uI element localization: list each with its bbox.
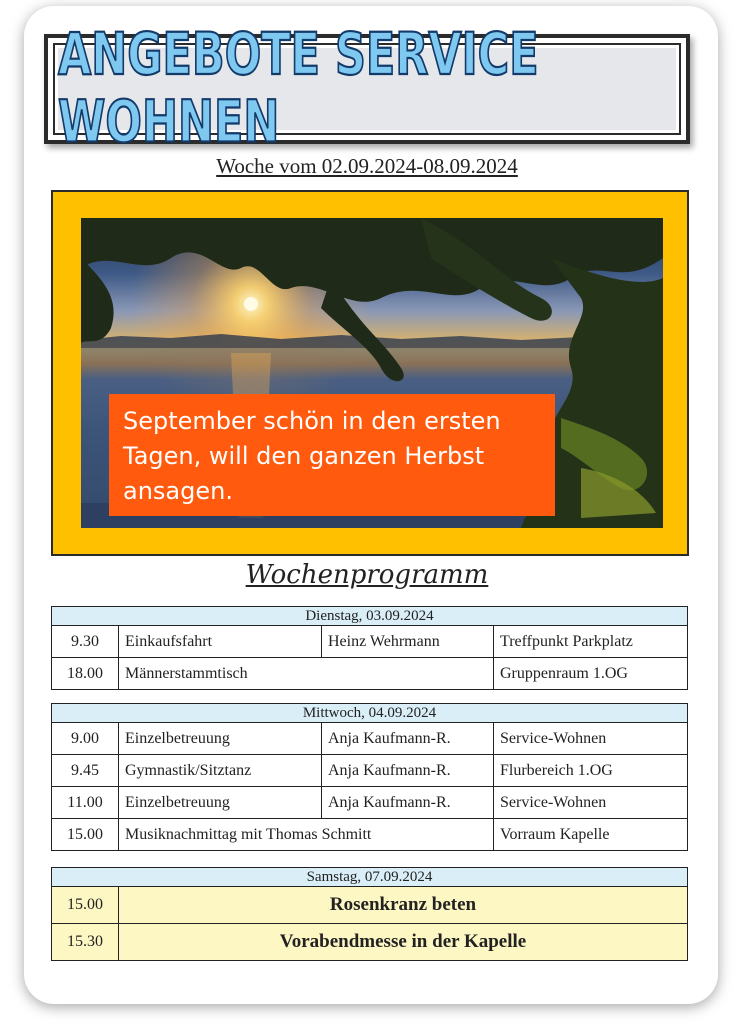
quote-text — [123, 404, 541, 509]
row-person: Heinz Wehrmann — [322, 626, 494, 658]
table-row — [52, 755, 688, 787]
row-activity: Vorabendmesse in der Kapelle — [119, 924, 688, 961]
row-place: Flurbereich 1.OG — [494, 755, 688, 787]
row-activity: Männerstammtisch — [119, 658, 494, 690]
table-row — [52, 723, 688, 755]
row-place: Service-Wohnen — [494, 787, 688, 819]
day-header-row — [52, 868, 688, 887]
day-date: Dienstag, 03.09.2024 — [52, 607, 688, 626]
quote-line-2: Tagen, will den ganzen Herbst — [123, 442, 485, 470]
table-row — [52, 924, 688, 961]
row-place: Treffpunkt Parkplatz — [494, 626, 688, 658]
row-time: 9.00 — [52, 723, 119, 755]
row-place: Vorraum Kapelle — [494, 819, 688, 851]
day-date: Samstag, 07.09.2024 — [52, 868, 688, 887]
title-panel — [58, 21, 676, 157]
quote-line-3: ansagen. — [123, 477, 233, 505]
day-table-tuesday — [51, 606, 688, 690]
sunset-lake-photo — [81, 218, 663, 528]
row-activity: Einkaufsfahrt — [119, 626, 322, 658]
program-title: Wochenprogramm — [245, 560, 489, 590]
week-range: Woche vom 02.09.2024-08.09.2024 — [216, 154, 518, 178]
row-time: 11.00 — [52, 787, 119, 819]
row-activity: Einzelbetreuung — [119, 787, 322, 819]
table-row — [52, 787, 688, 819]
day-table-saturday — [51, 867, 688, 961]
quote-line-1: September schön in den ersten — [123, 407, 501, 435]
row-time: 15.00 — [52, 819, 119, 851]
day-table-wednesday — [51, 703, 688, 851]
row-time: 15.30 — [52, 924, 119, 961]
row-place: Service-Wohnen — [494, 723, 688, 755]
row-person: Anja Kaufmann-R. — [322, 787, 494, 819]
title-frame — [44, 21, 690, 157]
table-row — [52, 658, 688, 690]
day-header-row — [52, 704, 688, 723]
table-row — [52, 887, 688, 924]
row-time: 9.30 — [52, 626, 119, 658]
row-activity: Gymnastik/Sitztanz — [119, 755, 322, 787]
day-header-row — [52, 607, 688, 626]
row-time: 9.45 — [52, 755, 119, 787]
table-row — [52, 626, 688, 658]
page-title: ANGEBOTE SERVICE WOHNEN — [58, 21, 539, 157]
row-person: Anja Kaufmann-R. — [322, 723, 494, 755]
quote-box — [109, 394, 555, 516]
banner — [51, 190, 689, 556]
row-time: 15.00 — [52, 887, 119, 924]
row-place: Gruppenraum 1.OG — [494, 658, 688, 690]
row-time: 18.00 — [52, 658, 119, 690]
row-activity: Musiknachmittag mit Thomas Schmitt — [119, 819, 494, 851]
row-activity: Rosenkranz beten — [119, 887, 688, 924]
table-row — [52, 819, 688, 851]
row-activity: Einzelbetreuung — [119, 723, 322, 755]
day-date: Mittwoch, 04.09.2024 — [52, 704, 688, 723]
row-person: Anja Kaufmann-R. — [322, 755, 494, 787]
